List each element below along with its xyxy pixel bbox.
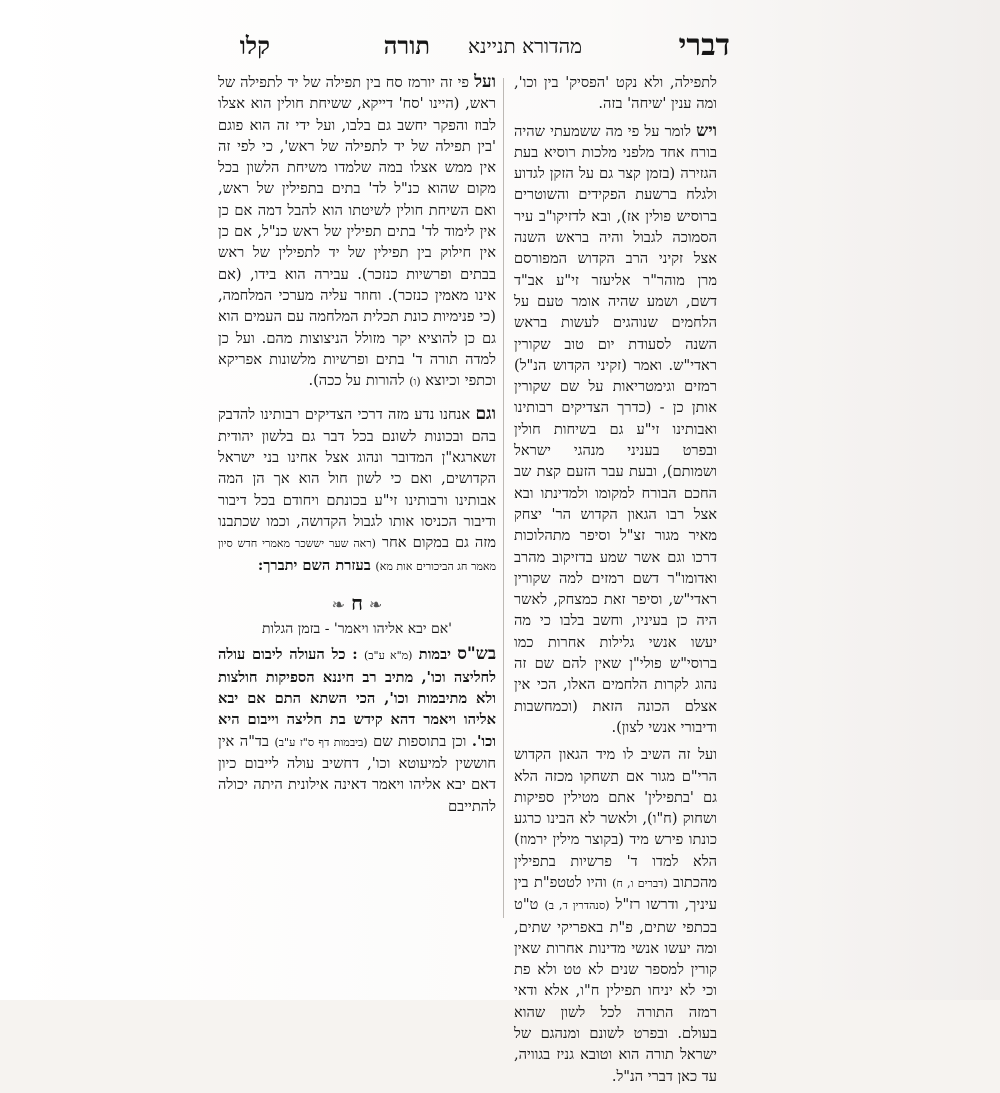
section-letter: ח xyxy=(351,590,363,615)
left-paragraph-3-quote: : כל העולה ליבום עולה לחליצה וכו', מתיב רב חיננא הספיקות חולצות ולא מתיבמות וכו', הכי השתא התם אם יבא אליהו ויאמר דהא קידש בת חליצה וייבום היא וכו'. xyxy=(218,646,497,750)
right-paragraph-2-ref-2: (סנהדרין ד, ב) xyxy=(544,899,610,913)
left-paragraph-1-text: פי זה יורמז סח בין תפילה של יד לתפילה של ראש, (היינו 'סח' דייקא, ששיחת חולין הוא אצלו לבוז והפקר יחשב גם בלבו, ועל ידי זה הוא פוגם 'בין תפילה של יד לתפילה של ראש', כי לפי זה אין ממש אצלו במה שלמדו משיחת הלשון בכל מקום שהוא כנ"ל לד' בתים בתפילין של ראש, ואם השיחת חולין לשיטתו הוא להבל דמה אם כן אין לימוד לד' בתים תפילין של ראש כנ"ל, אם כן אין חילוק בין תפילין של יד לתפילין של ראש בבתים ופרשיות כנזכר). עבירה הוא בידו, (אם אינו מאמין כנזכר). וחוזר עליה מערכי המלחמה, (כי פנימיות כונת תכלית המלחמה עם העמים הוא גם כן להוציא יקר מזולל הניצוצות מהם. ועל כן למדה תורה ד' בתים ופרשיות מלשונות אפריקא וכתפי וכיוצא xyxy=(218,74,496,390)
ornament-left-icon: ❧ xyxy=(368,594,383,614)
left-paragraph-2-ref: (ראה שער יששכר מאמרי חדש סיון מאמר חג הביכורים אות מא) xyxy=(218,537,496,573)
left-paragraph-3-text-d: בד"ה אין חוששין למיעוטא וכו', דחשיב עולה לייבום כיון דאם יבא אליהו ויאמר דאינה אילונית היתה יכולה להתייבם xyxy=(218,732,496,815)
right-column xyxy=(514,72,717,1093)
left-paragraph-2-text: אנחנו נדע מזה דרכי הצדיקים רבותינו להדבק בהם ובכונות לשונם בכל דבר גם בלשון יהודית זשארגא"ן המדובר ונהוג אצל אחינו בני ישראל הקדושים, ואם כי לשון חול הוא אך הן המה אבותינו ורבותינו זי"ע בכונתם ויחודם בכל דיבור ודיבור הכניסו אותו לגבול הקדושה, וכמו שכתבנו מזה גם במקום אחר xyxy=(218,406,497,552)
left-paragraph-2 xyxy=(218,404,496,576)
left-paragraph-3-ref-2: (ביבמות דף ס"ז ע"ב) xyxy=(274,735,368,749)
header-part: תורה xyxy=(383,31,430,60)
left-column xyxy=(218,72,496,823)
left-paragraph-3 xyxy=(218,644,496,816)
left-paragraph-1-end: להורות על ככה). xyxy=(308,372,405,390)
right-paragraph-2-text-c: ט"ט בכתפי שתים, פ"ת באפריקי שתים, ומה יעשו אנשי מדינות אחרות שאין קורין למספר שנים לא טט ולא פת וכי לא יניחו תפילין ח"ו, אלא ודאי רמזה התורה לכל לשון שהוא בעולם. ובפרט לשונם ומנהגם של ישראל תורה הוא וטובא גניז בגוויה, עד כאן דברי הנ"ל. xyxy=(514,896,717,1085)
right-paragraph-2 xyxy=(514,744,717,1087)
left-paragraph-3-tractate: יבמות xyxy=(418,646,451,664)
left-paragraph-3-lead: בש"ס xyxy=(457,644,497,665)
section-subtitle: 'אם יבא אליהו ויאמר' - בזמן הגלות xyxy=(261,621,453,638)
header-page-number: קלו xyxy=(239,31,270,60)
left-paragraph-2-closing: בעזרת השם יתברך: xyxy=(257,556,371,574)
left-paragraph-1-lead: ועל xyxy=(474,72,496,92)
right-paragraph-1 xyxy=(514,121,717,739)
right-paragraph-2-text: ועל זה השיב לו מיד הגאון הקדוש הרי"ם מגור אם תשחקו מכזה הלא גם 'בתפילין' אתם מטילין ספיקות ושחוק (ח"ו), ולאשר לא הבינו כרגע כונתו פירש מיד (בקוצר מילין ירמוז) הלא למדו ד' פרשיות בתפילין מהכתוב xyxy=(514,746,718,891)
right-paragraph-2-ref-1: (דברים ו, ח) xyxy=(612,876,668,890)
left-paragraph-3-text-c: וכן בתוספות שם xyxy=(373,732,467,750)
ornament-right-icon: ❧ xyxy=(331,594,346,614)
left-paragraph-1-note: (ו) xyxy=(409,375,421,389)
right-paragraph-1-text: לומר על פי מה ששמעתי שהיה בורח אחד מלפני מלכות רוסיא בעת הגזירה (בזמן קצר גם על הזקן לגדוע ולגלח ברשעת הפקידים והשוטרים ברוסיש פולין אז), ובא לדזיקו"ב עיר הסמוכה לגבול והיה בראש השנה אצל זקיני הרב הקדוש המפורסם מרן מוהר"ר אליעזר זי"ע אב"ד דשם, ושמע שהיה אומר טעם על הלחמים שנוהגים לעשות בראש השנה לסעודת יום טוב שקורין ראדי"ש. ואמר (זקיני הקדוש הנ"ל) רמזים וגימטריאות על שם שקורין אותן כן - (כדרך הצדיקים רבותינו ואבותינו זי"ע גם בשיחות חולין ובפרט בעניני מנהגי ישראל ושמותם), ובעת עבר הזעם קצת שב החכם הבורח למקומו ולמדינתו ובא אצל רבו הגאון הקדוש הר' יצחק מאיר מגור זצ"ל וסיפר מתהלוכות דרכו וגם אשר שמע בדזיקוב מהרב ואדומו"ר דשם רמזים למה שקורין ראדי"ש, וסיפר זאת כמצחק, לאשר היה כן בעיניו, וחשב בלבו כי מה יעשו אנשי גלילות אחרות כמו ברוסי"ש פולי"ן שאין להם שם זה נהוג לקרות הלחמים האלו, הכי אין אצלם הכונה הזאת (וכמחשבות ודיבורי אנשי לצון). xyxy=(514,122,717,736)
left-paragraph-3-ref-1: (מ"א ע"ב) xyxy=(363,649,413,663)
left-paragraph-1 xyxy=(218,72,496,392)
header-edition: מהדורא תניינא xyxy=(468,34,582,58)
page-header xyxy=(205,28,730,64)
header-book-title: דברי xyxy=(678,28,730,63)
right-paragraph-2-text-b: והיו לטטפ"ת בין עיניך, ודרשו רז"ל xyxy=(514,873,718,914)
left-paragraph-2-lead: וגם xyxy=(475,404,497,425)
section-ornament xyxy=(218,590,496,615)
right-paragraph-1-lead: ויש xyxy=(696,120,717,141)
right-paragraph-0: לתפילה, ולא נקט 'הפסיק' בין וכו', ומה ענין 'שיחה' בזה. xyxy=(514,74,717,113)
column-divider xyxy=(503,78,504,918)
